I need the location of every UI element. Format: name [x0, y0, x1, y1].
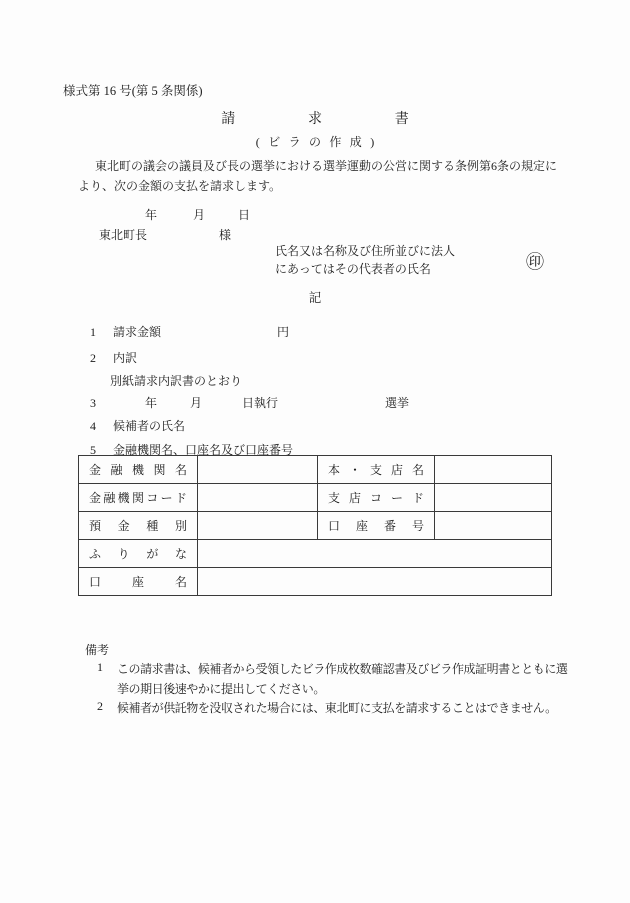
signer-note — [275, 243, 455, 278]
signer-note-line2: にあってはその代表者の氏名 — [275, 261, 431, 276]
addressee-line — [99, 226, 231, 243]
year-label: 年 — [145, 208, 158, 222]
branch-code-cell — [435, 484, 552, 512]
breakdown-note: 別紙請求内訳書のとおり — [110, 374, 243, 388]
day-label: 日 — [238, 208, 251, 222]
month-label: 月 — [190, 396, 203, 410]
table-row — [79, 568, 552, 596]
item-election-date — [90, 394, 409, 411]
page-title: 請求書 — [221, 112, 482, 127]
table-row — [79, 512, 552, 540]
year-label: 年 — [145, 396, 158, 410]
section-heading-ki: 記 — [308, 291, 322, 305]
deposit-type-cell — [198, 512, 318, 540]
day-executed-label: 日執行 — [242, 396, 279, 410]
branch-code-label: 支店コード — [318, 484, 435, 512]
financial-institution-name-cell — [198, 456, 318, 484]
note-number: 2 — [97, 699, 103, 713]
note-2 — [97, 699, 571, 719]
note-1 — [97, 660, 571, 699]
bank-account-table — [78, 455, 552, 596]
account-number-cell — [435, 512, 552, 540]
financial-institution-code-cell — [198, 484, 318, 512]
seal-icon: ㊞ — [526, 252, 544, 272]
form-number: 様式第 16 号(第 5 条関係) — [63, 84, 203, 98]
account-number-label: 口座番号 — [318, 512, 435, 540]
signer-note-line1: 氏名又は名称及び住所並びに法人 — [275, 244, 456, 258]
claim-amount-label: 請求金額 — [113, 325, 162, 339]
table-row — [79, 540, 552, 568]
addressee-name: 東北町長 — [99, 228, 148, 242]
furigana-cell — [198, 540, 552, 568]
branch-name-label: 本・支店名 — [318, 456, 435, 484]
item-breakdown — [90, 349, 137, 366]
bank-info-label: 金融機関名、口座名及び口座番号 — [113, 443, 294, 457]
item-number: 3 — [90, 396, 96, 410]
note-number: 1 — [97, 660, 103, 674]
financial-institution-code-label: 金融機関コード — [79, 484, 198, 512]
candidate-name-label: 候補者の氏名 — [113, 419, 186, 433]
notes-heading: 備考 — [85, 643, 110, 657]
page-subtitle: (ビラの作成) — [255, 135, 383, 149]
item-number: 2 — [90, 351, 96, 365]
branch-name-cell — [435, 456, 552, 484]
financial-institution-name-label: 金融機関名 — [79, 456, 198, 484]
honorific-label: 様 — [219, 228, 232, 242]
item-number: 4 — [90, 419, 96, 433]
item-candidate-name — [90, 417, 185, 434]
note-text: この請求書は、候補者から受領したビラ作成枚数確認書及びビラ作成証明書とともに選挙の期日後速やかに提出してください。 — [117, 662, 568, 696]
yen-unit-label: 円 — [277, 325, 290, 339]
account-name-label: 口座名 — [79, 568, 198, 596]
month-label: 月 — [193, 208, 206, 222]
election-label: 選挙 — [385, 396, 410, 410]
table-row — [79, 484, 552, 512]
body-paragraph: 東北町の議会の議員及び長の選挙における選挙運動の公営に関する条例第6条の規定により、次の金額の支払を請求します。 — [78, 159, 558, 193]
deposit-type-label: 預金種別 — [79, 512, 198, 540]
breakdown-label: 内訳 — [113, 351, 138, 365]
date-line — [145, 206, 250, 223]
account-name-cell — [198, 568, 552, 596]
item-claim-amount — [90, 323, 289, 340]
item-number: 1 — [90, 325, 96, 339]
table-row — [79, 456, 552, 484]
item-number: 5 — [90, 443, 96, 457]
furigana-label: ふりがな — [79, 540, 198, 568]
note-text: 候補者が供託物を没収された場合には、東北町に支払を請求することはできません。 — [117, 701, 557, 715]
